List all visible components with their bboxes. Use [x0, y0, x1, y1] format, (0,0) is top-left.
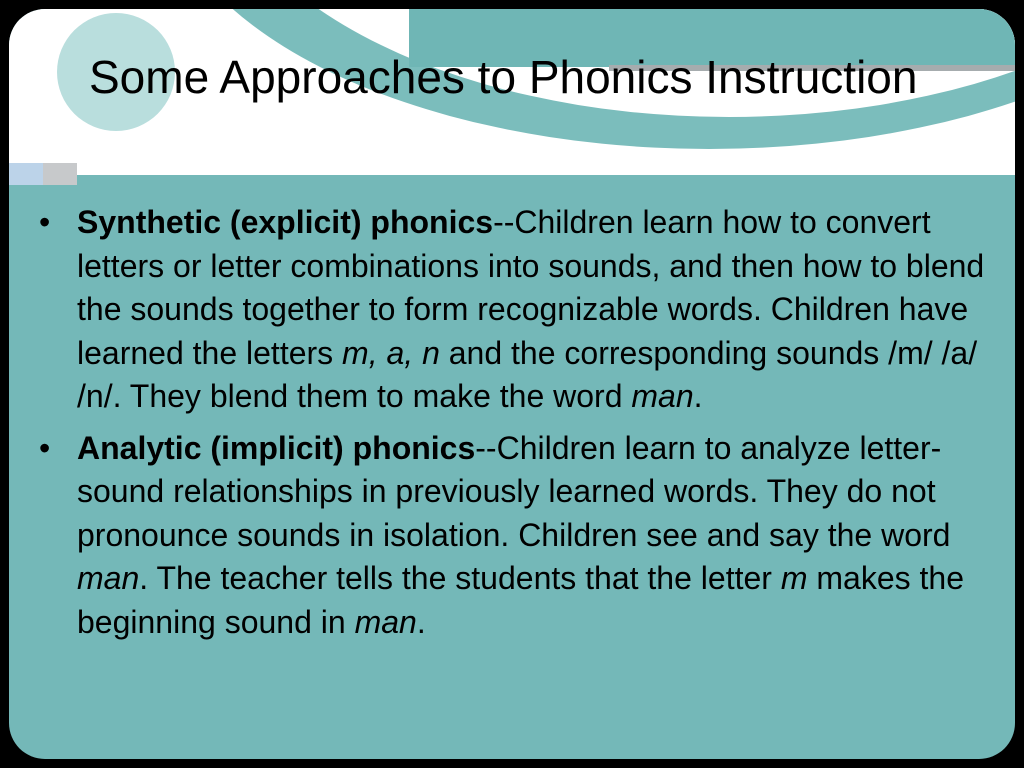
slide-title: Some Approaches to Phonics Instruction [89, 51, 918, 103]
bullet-text: and the corresponding sounds /m/ /a/ /n/. They blend them to make the word [77, 334, 978, 414]
bullet-marker: • [39, 429, 51, 466]
bullet-text: makes the beginning sound in [77, 560, 964, 640]
accent-square-blue [9, 163, 43, 185]
bullet-italic-text: m, a, n [342, 334, 440, 371]
bullet-text: . The teacher tells the students that the letter [139, 560, 781, 596]
bullet-italic-text: man [354, 603, 417, 640]
bullet-marker: • [39, 204, 51, 240]
bullet-text: --Children learn how to convert letters or letter combinations into sounds, and then how to blend the sounds together to form recognizable words. Children have learned the letters [77, 204, 985, 371]
slide [9, 9, 1015, 759]
bullet-synthetic-phonics [39, 201, 999, 419]
bullet-italic-text: man [631, 378, 694, 414]
bullet-italic-text: m [780, 560, 808, 596]
bullet-text: --Children learn to analyze letter-sound relationships in previously learned words. They do not pronounce sounds in isolation. Children see and say the word [77, 429, 951, 553]
slide-body [39, 201, 999, 652]
header-divider [77, 175, 1015, 185]
bullet-analytic-phonics [39, 427, 999, 645]
bullet-italic-text: man [77, 560, 140, 596]
bullet-term: Analytic (implicit) phonics [77, 429, 476, 466]
bullet-text: . [416, 603, 426, 640]
bullet-text: . [693, 378, 703, 414]
bullet-term: Synthetic (explicit) phonics [77, 204, 494, 240]
accent-square-gray [43, 163, 77, 185]
